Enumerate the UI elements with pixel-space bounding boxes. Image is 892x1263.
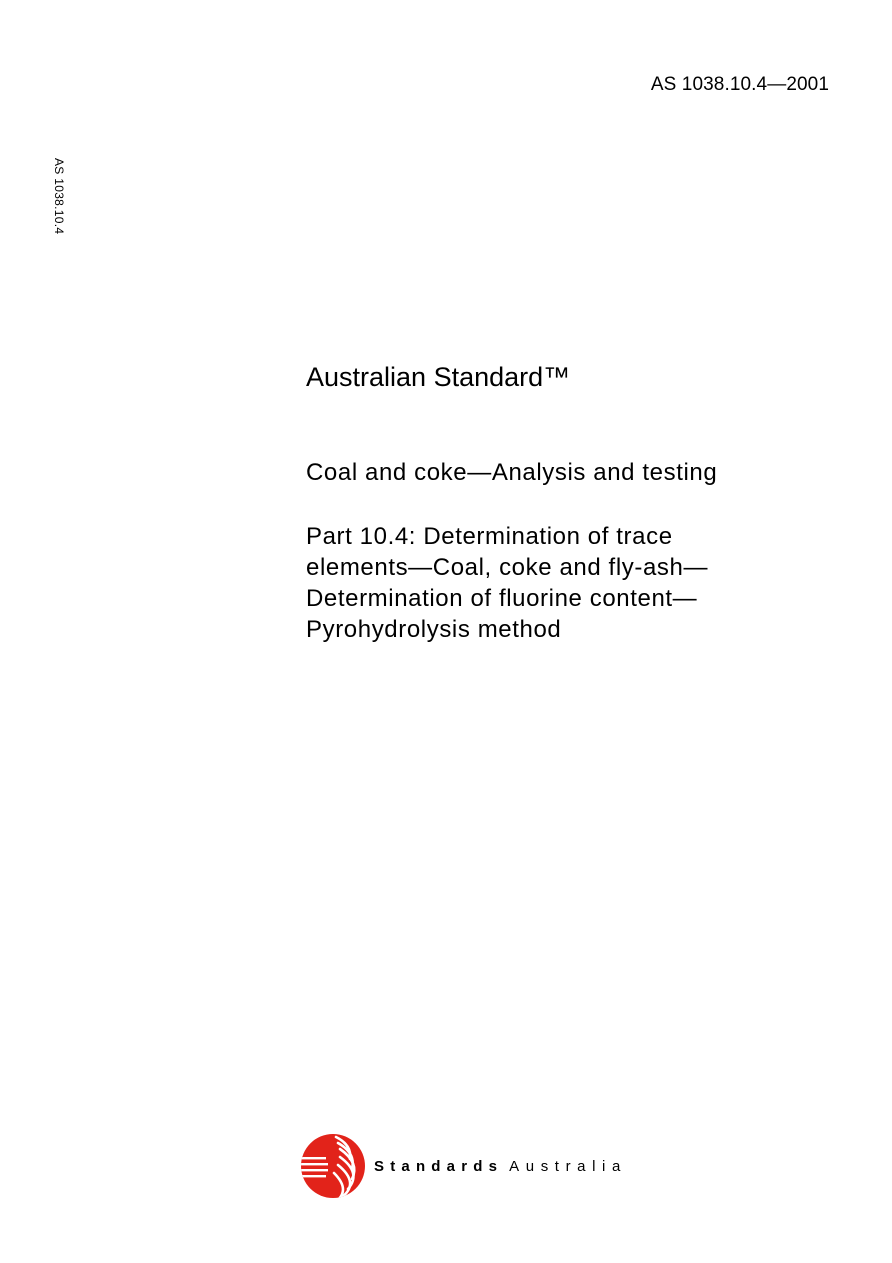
publisher-logo [300,1131,670,1201]
standards-australia-logo-icon [300,1133,366,1199]
publisher-name [374,1158,627,1175]
part-title-line: Part 10.4: Determination of trace [306,523,673,550]
part-title-line: Determination of fluorine content— [306,585,698,612]
part-title [306,521,826,645]
publisher-name-light: Australia [509,1157,627,1175]
part-title-line: Pyrohydrolysis method [306,616,562,643]
series-title: Coal and coke—Analysis and testing [306,459,718,486]
publisher-name-bold: Standards [374,1157,504,1175]
part-title-line: elements—Coal, coke and fly-ash— [306,554,709,581]
spine-label: AS 1038.10.4 [52,158,66,235]
document-number: AS 1038.10.4—2001 [650,74,829,95]
standard-heading: Australian Standard™ [306,362,571,392]
